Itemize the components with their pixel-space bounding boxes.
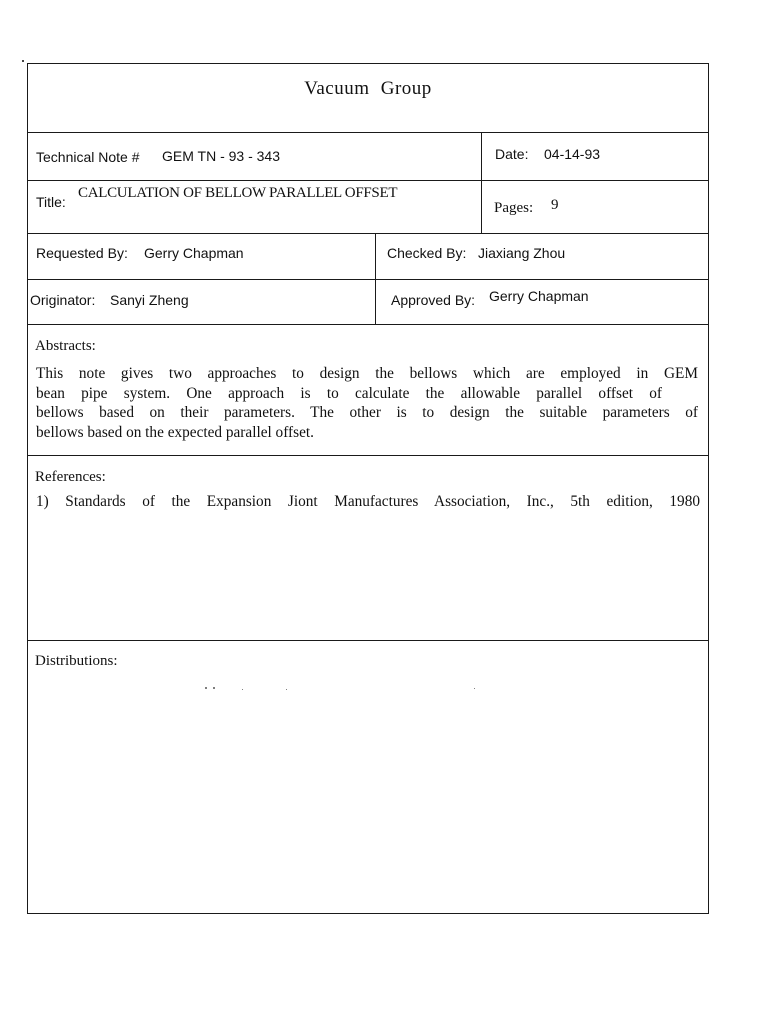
requested-by-value: Gerry Chapman	[144, 245, 244, 261]
technical-note-label: Technical Note #	[36, 149, 140, 165]
title-value: CALCULATION OF BELLOW PARALLEL OFFSET	[78, 185, 398, 201]
group-title: Vacuum Group	[304, 78, 432, 99]
pages-value: 9	[551, 197, 559, 213]
rule-under-references	[28, 640, 708, 641]
scan-speck	[205, 687, 207, 689]
scan-speck	[474, 688, 475, 689]
approved-by-label: Approved By:	[391, 292, 476, 308]
approved-by-value: Gerry Chapman	[489, 288, 589, 304]
date-label: Date:	[495, 146, 529, 162]
rule-under-header	[28, 132, 708, 133]
rule-under-abstracts	[28, 455, 708, 456]
originator-label: Originator:	[30, 292, 96, 308]
rule-under-technical-note	[28, 180, 708, 181]
title-label: Title:	[36, 194, 66, 210]
checked-by-label: Checked By:	[387, 245, 467, 261]
checked-by-value: Jiaxiang Zhou	[478, 245, 566, 261]
rule-under-originator	[28, 324, 708, 325]
references-heading: References:	[35, 469, 106, 485]
abstracts-line: bean pipe system. One approach is to calculate the allowable parallel offset of	[36, 384, 662, 402]
technical-note-cover-form	[27, 63, 709, 914]
scan-speck	[22, 60, 24, 62]
date-value: 04-14-93	[544, 146, 601, 162]
scan-speck	[213, 687, 215, 689]
abstracts-line: This note gives two approaches to design the bellows which are employed in GEM	[36, 365, 698, 382]
abstracts-line: bellows based on their parameters. The other is to design the suitable parameters of	[36, 404, 698, 421]
distributions-heading: Distributions:	[35, 653, 118, 669]
pages-label: Pages:	[494, 200, 534, 216]
divider-date-pages	[481, 132, 482, 233]
requested-by-label: Requested By:	[36, 245, 128, 261]
rule-under-requested	[28, 279, 708, 280]
abstracts-body	[36, 364, 698, 442]
reference-item: 1) Standards of the Expansion Jiont Manufactures Association, Inc., 5th edition, 1980	[36, 493, 700, 510]
divider-checked-approved	[375, 233, 376, 324]
technical-note-value: GEM TN - 93 - 343	[162, 148, 281, 164]
scan-speck	[242, 689, 243, 690]
rule-under-title	[28, 233, 708, 234]
abstracts-heading: Abstracts:	[35, 338, 96, 354]
originator-value: Sanyi Zheng	[110, 292, 189, 308]
scan-speck	[286, 689, 287, 690]
abstracts-line: bellows based on the expected parallel offset.	[36, 423, 314, 441]
